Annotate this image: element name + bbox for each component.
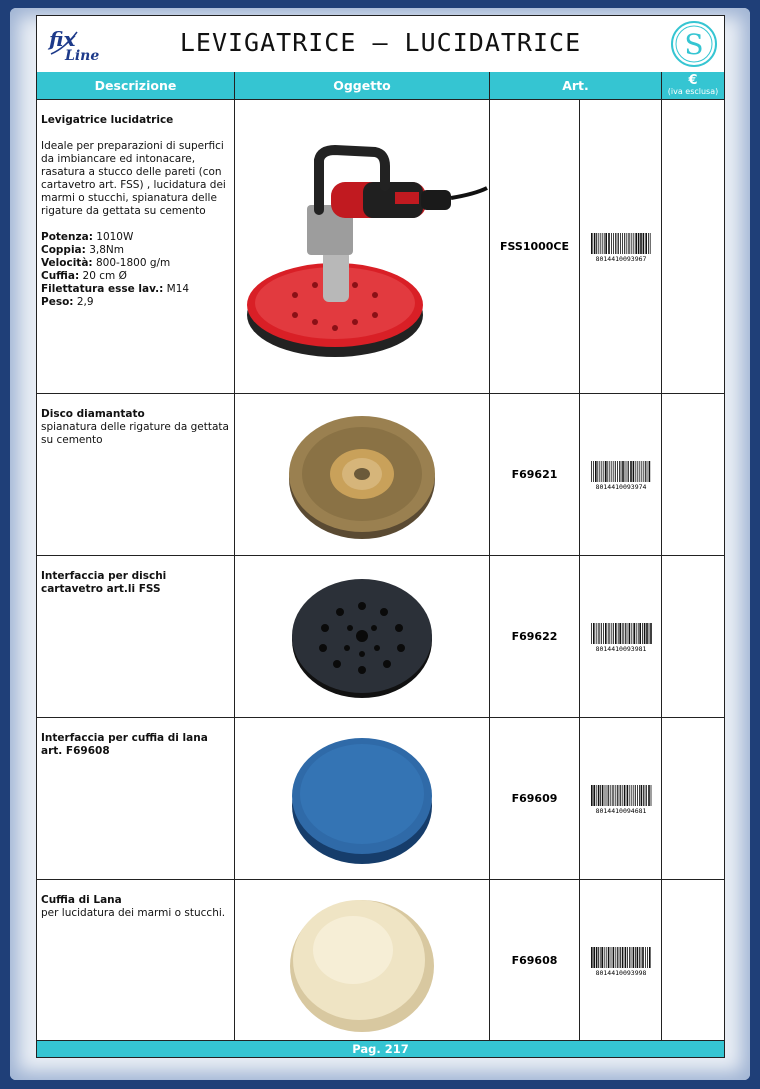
barcode-bar (616, 233, 617, 254)
barcode-image (587, 784, 655, 814)
price-cell (662, 556, 724, 717)
barcode-bar (607, 461, 608, 482)
description-cell (37, 718, 235, 879)
barcode-bar (644, 785, 645, 806)
barcode-bar (626, 623, 627, 644)
barcode-bar (637, 461, 638, 482)
barcode-bar (611, 785, 612, 806)
barcode-bar (647, 947, 648, 968)
barcode-image (587, 460, 655, 490)
barcode-bar (640, 233, 642, 254)
barcode-bar (618, 233, 619, 254)
barcode-bar (595, 785, 596, 806)
barcode-bar (593, 461, 594, 482)
barcode-bar (611, 233, 612, 254)
barcode-bar (635, 947, 636, 968)
table-row (37, 394, 724, 556)
barcode-bar (599, 233, 600, 254)
barcode-bar (641, 461, 642, 482)
barcode-bar (650, 623, 652, 644)
art-code: F69621 (490, 394, 580, 555)
title-bar (37, 16, 724, 73)
barcode-bar (603, 461, 604, 482)
product-subtitle: per lucidatura dei marmi o stucchi. (41, 907, 226, 919)
barcode-bar (631, 233, 632, 254)
barcode-bar (605, 623, 607, 644)
barcode-bar (625, 233, 626, 254)
art-code: F69609 (490, 718, 580, 879)
barcode-bar (607, 947, 609, 968)
barcode-bar (618, 785, 619, 806)
barcode-bar (617, 947, 618, 968)
barcode-bar (643, 785, 644, 806)
barcode-bar (643, 461, 644, 482)
barcode-bar (599, 947, 600, 968)
barcode-bar (601, 623, 602, 644)
barcode-bar (623, 623, 624, 644)
barcode-bar (595, 623, 596, 644)
barcode-digits: 8014410093981 (595, 644, 646, 652)
barcode-bar (621, 947, 623, 968)
barcode-bar (615, 785, 616, 806)
barcode-bar (623, 785, 625, 806)
barcode-bar (624, 461, 625, 482)
barcode-bar (624, 947, 626, 968)
wool-bonnet-image (235, 880, 488, 1040)
barcode-bar (635, 461, 636, 482)
barcode-bar (597, 461, 598, 482)
diamond-disc-image (235, 394, 488, 554)
barcode-bar (612, 947, 614, 968)
blue-foam-pad-image (235, 718, 488, 878)
svg-text:fix: fix (49, 27, 76, 51)
product-specs (41, 231, 230, 309)
barcode-bar (619, 461, 620, 482)
barcode-bar (620, 785, 621, 806)
barcode-bar (605, 233, 607, 254)
catalog-page (36, 15, 725, 1058)
barcode-bar (633, 233, 634, 254)
barcode-bar (595, 947, 597, 968)
barcode-bar (597, 233, 598, 254)
barcode-bar (631, 785, 632, 806)
price-cell (662, 880, 724, 1041)
barcode-bar (613, 461, 614, 482)
barcode-bar (617, 785, 618, 806)
product-title: Interfaccia per dischi cartavetro art.li FSS (41, 570, 167, 595)
barcode-bar (593, 233, 595, 254)
sander-machine-image (235, 100, 488, 392)
page-number: Pag. 217 (37, 1040, 724, 1057)
svg-text:S: S (684, 28, 704, 61)
spec-line: Coppia: 3,8Nm (41, 244, 124, 256)
product-title: Cuffia di Lana (41, 894, 122, 906)
barcode-bar (601, 461, 602, 482)
spec-line: Peso: 2,9 (41, 296, 94, 308)
barcode-bar (603, 623, 604, 644)
barcode-bar (591, 233, 593, 254)
barcode-bar (639, 947, 640, 968)
barcode-bar (628, 623, 630, 644)
barcode-bar (645, 947, 646, 968)
barcode-cell (580, 880, 662, 1041)
barcode-bar (648, 233, 649, 254)
barcode-cell (580, 394, 662, 555)
barcode-bar (613, 233, 614, 254)
barcode-bar (642, 623, 643, 644)
column-header-oggetto: Oggetto (235, 72, 490, 100)
spec-line: Potenza: 1010W (41, 231, 134, 243)
barcode-bar (626, 785, 628, 806)
spec-line: Filettatura esse lav.: M14 (41, 283, 190, 295)
product-subtitle: spianatura delle rigature da gettata su cemento (41, 421, 229, 446)
product-title: Levigatrice lucidatrice (41, 114, 174, 126)
barcode-digits: 8014410093967 (595, 254, 646, 262)
barcode-bar (630, 461, 632, 482)
barcode-digits: 8014410094681 (595, 806, 646, 814)
table-row (37, 556, 724, 718)
barcode-bar (640, 785, 642, 806)
spec-line: Cuffia: 20 cm Ø (41, 270, 127, 282)
description-cell (37, 394, 235, 555)
barcode-bar (649, 947, 651, 968)
barcode-bar (613, 623, 614, 644)
barcode-bar (639, 461, 640, 482)
table-row (37, 100, 724, 394)
barcode-bar (621, 623, 622, 644)
barcode-bar (627, 233, 628, 254)
product-image-cell (235, 718, 490, 879)
barcode-bar (645, 461, 646, 482)
barcode-bar (591, 947, 593, 968)
spec-line: Velocità: 800-1800 g/m (41, 257, 171, 269)
barcode-bar (615, 233, 616, 254)
barcode-bar (596, 233, 597, 254)
barcode-bar (622, 233, 623, 254)
price-cell (662, 100, 724, 393)
art-code: F69622 (490, 556, 580, 717)
barcode-digits: 8014410093998 (595, 968, 646, 976)
description-cell (37, 880, 235, 1041)
barcode-bar (620, 233, 621, 254)
barcode-bar (611, 623, 612, 644)
barcode-bar (595, 461, 597, 482)
barcode-cell (580, 718, 662, 879)
barcode-bar (609, 785, 610, 806)
barcode-bar (632, 461, 634, 482)
barcode-bar (601, 233, 602, 254)
barcode-bar (615, 461, 616, 482)
barcode-bar (611, 461, 612, 482)
barcode-bar (635, 623, 636, 644)
barcode-bar (645, 233, 647, 254)
barcode-bar (613, 785, 614, 806)
barcode-bar (617, 623, 618, 644)
barcode-cell (580, 556, 662, 717)
barcode-bar (642, 947, 644, 968)
barcode-bar (605, 461, 607, 482)
barcode-bar (615, 947, 616, 968)
barcode-bar (629, 233, 630, 254)
barcode-bar (646, 623, 648, 644)
barcode-bar (591, 623, 592, 644)
barcode-bar (636, 947, 638, 968)
barcode-bar (608, 785, 609, 806)
barcode-bar (635, 233, 637, 254)
barcode-bar (604, 785, 605, 806)
table-row (37, 718, 724, 880)
barcode-bar (617, 461, 618, 482)
barcode-bar (599, 461, 600, 482)
barcode-bar (598, 947, 599, 968)
barcode-bar (648, 461, 650, 482)
product-image-cell (235, 556, 490, 717)
barcode-bar (593, 947, 595, 968)
barcode-bar (639, 623, 641, 644)
art-code: F69608 (490, 880, 580, 1041)
barcode-bar (637, 233, 639, 254)
barcode-bar (637, 785, 638, 806)
product-title: Disco diamantato (41, 408, 145, 420)
barcode-image (587, 622, 655, 652)
barcode-bar (618, 947, 619, 968)
barcode-bar (643, 623, 645, 644)
barcode-bar (610, 947, 611, 968)
barcode-bar (637, 623, 638, 644)
barcode-bar (639, 785, 640, 806)
barcode-bar (603, 233, 604, 254)
art-code: FSS1000CE (490, 100, 580, 393)
description-cell (37, 100, 235, 393)
barcode-bar (649, 233, 650, 254)
barcode-bar (635, 785, 636, 806)
barcode-bar (622, 461, 624, 482)
barcode-bar (620, 461, 621, 482)
barcode-bar (631, 623, 632, 644)
barcode-bar (629, 785, 630, 806)
barcode-bar (633, 785, 634, 806)
black-interface-pad-image (235, 556, 488, 716)
product-image-cell (235, 394, 490, 555)
column-header-price (662, 72, 724, 100)
barcode-bar (593, 623, 595, 644)
column-header-art: Art. (490, 72, 662, 100)
barcode-bar (591, 461, 592, 482)
barcode-bar (603, 947, 604, 968)
product-title: Interfaccia per cuffia di lana art. F69608 (41, 732, 208, 757)
brand-s-logo (670, 20, 718, 68)
description-cell (37, 556, 235, 717)
barcode-bar (609, 461, 610, 482)
barcode-bar (606, 785, 607, 806)
barcode-bar (633, 623, 635, 644)
product-image-cell (235, 100, 490, 393)
barcode-bar (605, 947, 606, 968)
barcode-bar (609, 623, 610, 644)
barcode-bar (607, 623, 608, 644)
barcode-bar (628, 461, 629, 482)
barcode-bar (600, 785, 601, 806)
barcode-bar (632, 947, 634, 968)
barcode-bar (608, 233, 610, 254)
svg-text:Line: Line (65, 48, 100, 64)
barcode-bar (629, 947, 630, 968)
barcode-bar (650, 785, 651, 806)
barcode-bar (615, 623, 617, 644)
barcode-bar (648, 785, 650, 806)
barcode-bar (601, 947, 603, 968)
barcode-image (587, 946, 655, 976)
barcode-bar (642, 233, 644, 254)
barcode-bar (630, 947, 631, 968)
barcode-bar (625, 623, 626, 644)
barcode-cell (580, 100, 662, 393)
barcode-digits: 8014410093974 (595, 482, 646, 490)
barcode-image (587, 232, 655, 262)
barcode-bar (599, 623, 600, 644)
barcode-bar (591, 785, 593, 806)
barcode-bar (621, 785, 622, 806)
barcode-bar (597, 785, 599, 806)
barcode-bar (619, 623, 621, 644)
barcode-bar (593, 785, 595, 806)
barcode-bar (648, 623, 649, 644)
column-header-descrizione: Descrizione (37, 72, 235, 100)
barcode-bar (646, 461, 647, 482)
table-row (37, 880, 724, 1042)
product-description: Ideale per preparazioni di superfici da imbiancare ed intonacare, rasatura a stucco delle pareti (con cartavetro art. FSS) , lucidatura dei marmi o stucchi, spianatura delle rigature da gettata su cemento (41, 140, 226, 217)
barcode-bar (620, 947, 621, 968)
barcode-bar (640, 947, 641, 968)
price-cell (662, 394, 724, 555)
price-cell (662, 718, 724, 879)
euro-symbol: € (688, 72, 698, 88)
barcode-bar (597, 623, 598, 644)
page-title: LEVIGATRICE – LUCIDATRICE (179, 28, 582, 57)
barcode-bar (646, 785, 647, 806)
barcode-bar (601, 785, 603, 806)
price-note: (iva esclusa) (667, 86, 719, 96)
barcode-bar (627, 947, 628, 968)
barcode-bar (624, 233, 625, 254)
barcode-bar (626, 461, 627, 482)
product-image-cell (235, 880, 490, 1041)
